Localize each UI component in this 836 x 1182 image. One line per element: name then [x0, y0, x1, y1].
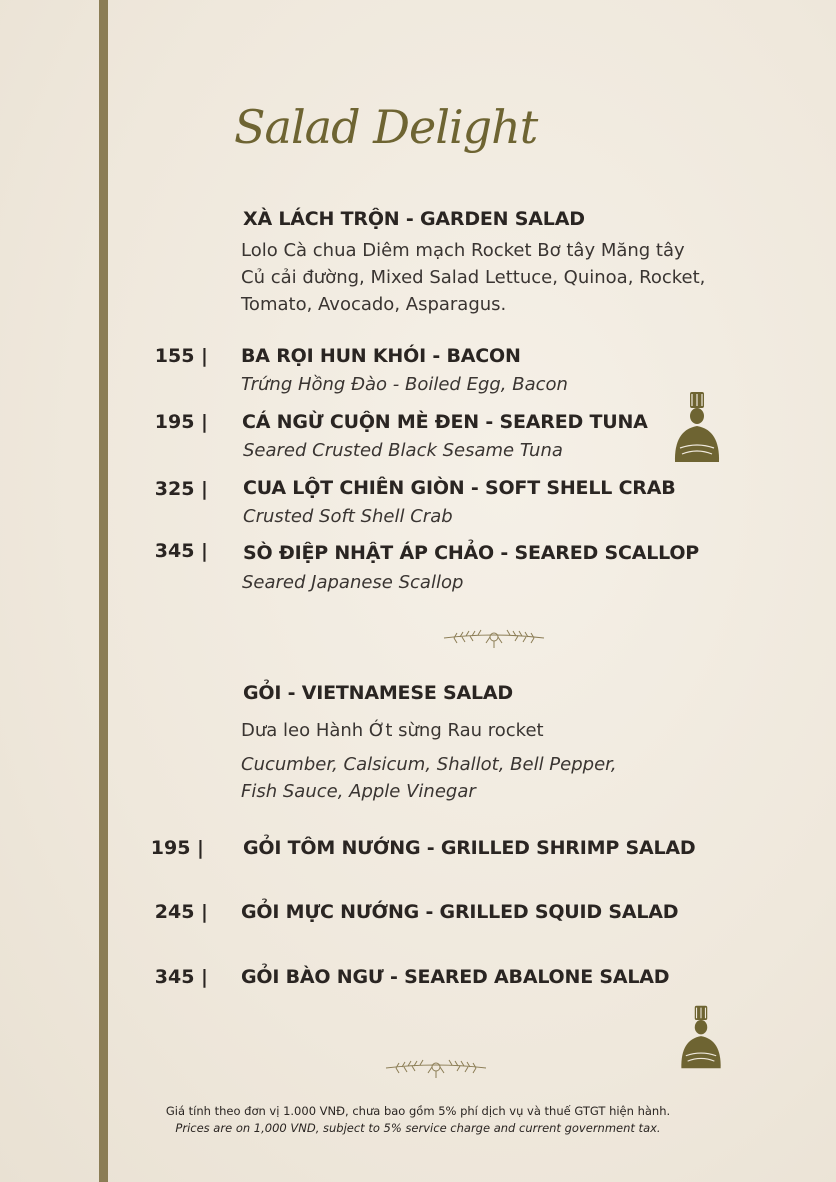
menu-item-name: GỎI TÔM NƯỚNG - GRILLED SHRIMP SALAD	[243, 837, 696, 859]
vietnamese-salad-desc-en: Fish Sauce, Apple Vinegar	[241, 781, 476, 802]
chef-icon	[678, 1004, 724, 1070]
menu-item-name: CUA LỘT CHIÊN GIÒN - SOFT SHELL CRAB	[243, 477, 676, 499]
menu-item-desc: Crusted Soft Shell Crab	[243, 506, 453, 527]
vietnamese-salad-title: GỎI - VIETNAMESE SALAD	[243, 682, 513, 704]
chef-icon	[672, 390, 722, 464]
garden-salad-title: XÀ LÁCH TRỘN - GARDEN SALAD	[243, 208, 585, 230]
menu-item-price: 345 |	[154, 966, 208, 988]
menu-item-desc: Trứng Hồng Đào - Boiled Egg, Bacon	[241, 374, 568, 395]
page-title: Salad Delight	[234, 100, 538, 154]
menu-item-name: CÁ NGỪ CUỘN MÈ ĐEN - SEARED TUNA	[242, 411, 648, 433]
floral-divider-icon	[384, 1054, 488, 1082]
left-border-bar	[99, 0, 108, 1182]
menu-item-price: 325 |	[154, 478, 208, 500]
footer-note-en: Prices are on 1,000 VND, subject to 5% service charge and current government tax.	[175, 1121, 661, 1135]
menu-item-desc: Seared Crusted Black Sesame Tuna	[243, 440, 563, 461]
menu-item-desc: Seared Japanese Scallop	[242, 572, 464, 593]
garden-salad-desc-line: Củ cải đường, Mixed Salad Lettuce, Quinoa, Rocket,	[241, 267, 706, 288]
vietnamese-salad-desc-en: Cucumber, Calsicum, Shallot, Bell Pepper,	[241, 754, 617, 775]
menu-item-name: SÒ ĐIỆP NHẬT ÁP CHẢO - SEARED SCALLOP	[243, 542, 700, 564]
garden-salad-desc-line: Lolo Cà chua Diêm mạch Rocket Bơ tây Măng tây	[241, 240, 685, 261]
menu-item-name: GỎI BÀO NGƯ - SEARED ABALONE SALAD	[241, 966, 670, 988]
footer-note-vn: Giá tính theo đơn vị 1.000 VNĐ, chưa bao gồm 5% phí dịch vụ và thuế GTGT hiện hành.	[165, 1104, 671, 1118]
menu-item-price: 245 |	[154, 901, 208, 923]
vietnamese-salad-desc-vn: Dưa leo Hành Ớt sừng Rau rocket	[241, 720, 544, 741]
menu-item-price: 195 |	[150, 837, 204, 859]
menu-item-name: GỎI MỰC NƯỚNG - GRILLED SQUID SALAD	[241, 901, 679, 923]
floral-divider-icon	[442, 624, 546, 652]
menu-item-price: 195 |	[154, 411, 208, 433]
menu-item-price: 155 |	[154, 345, 208, 367]
garden-salad-desc-line: Tomato, Avocado, Asparagus.	[241, 294, 507, 315]
menu-item-name: BA RỌI HUN KHÓI - BACON	[241, 345, 521, 367]
menu-item-price: 345 |	[154, 540, 208, 562]
